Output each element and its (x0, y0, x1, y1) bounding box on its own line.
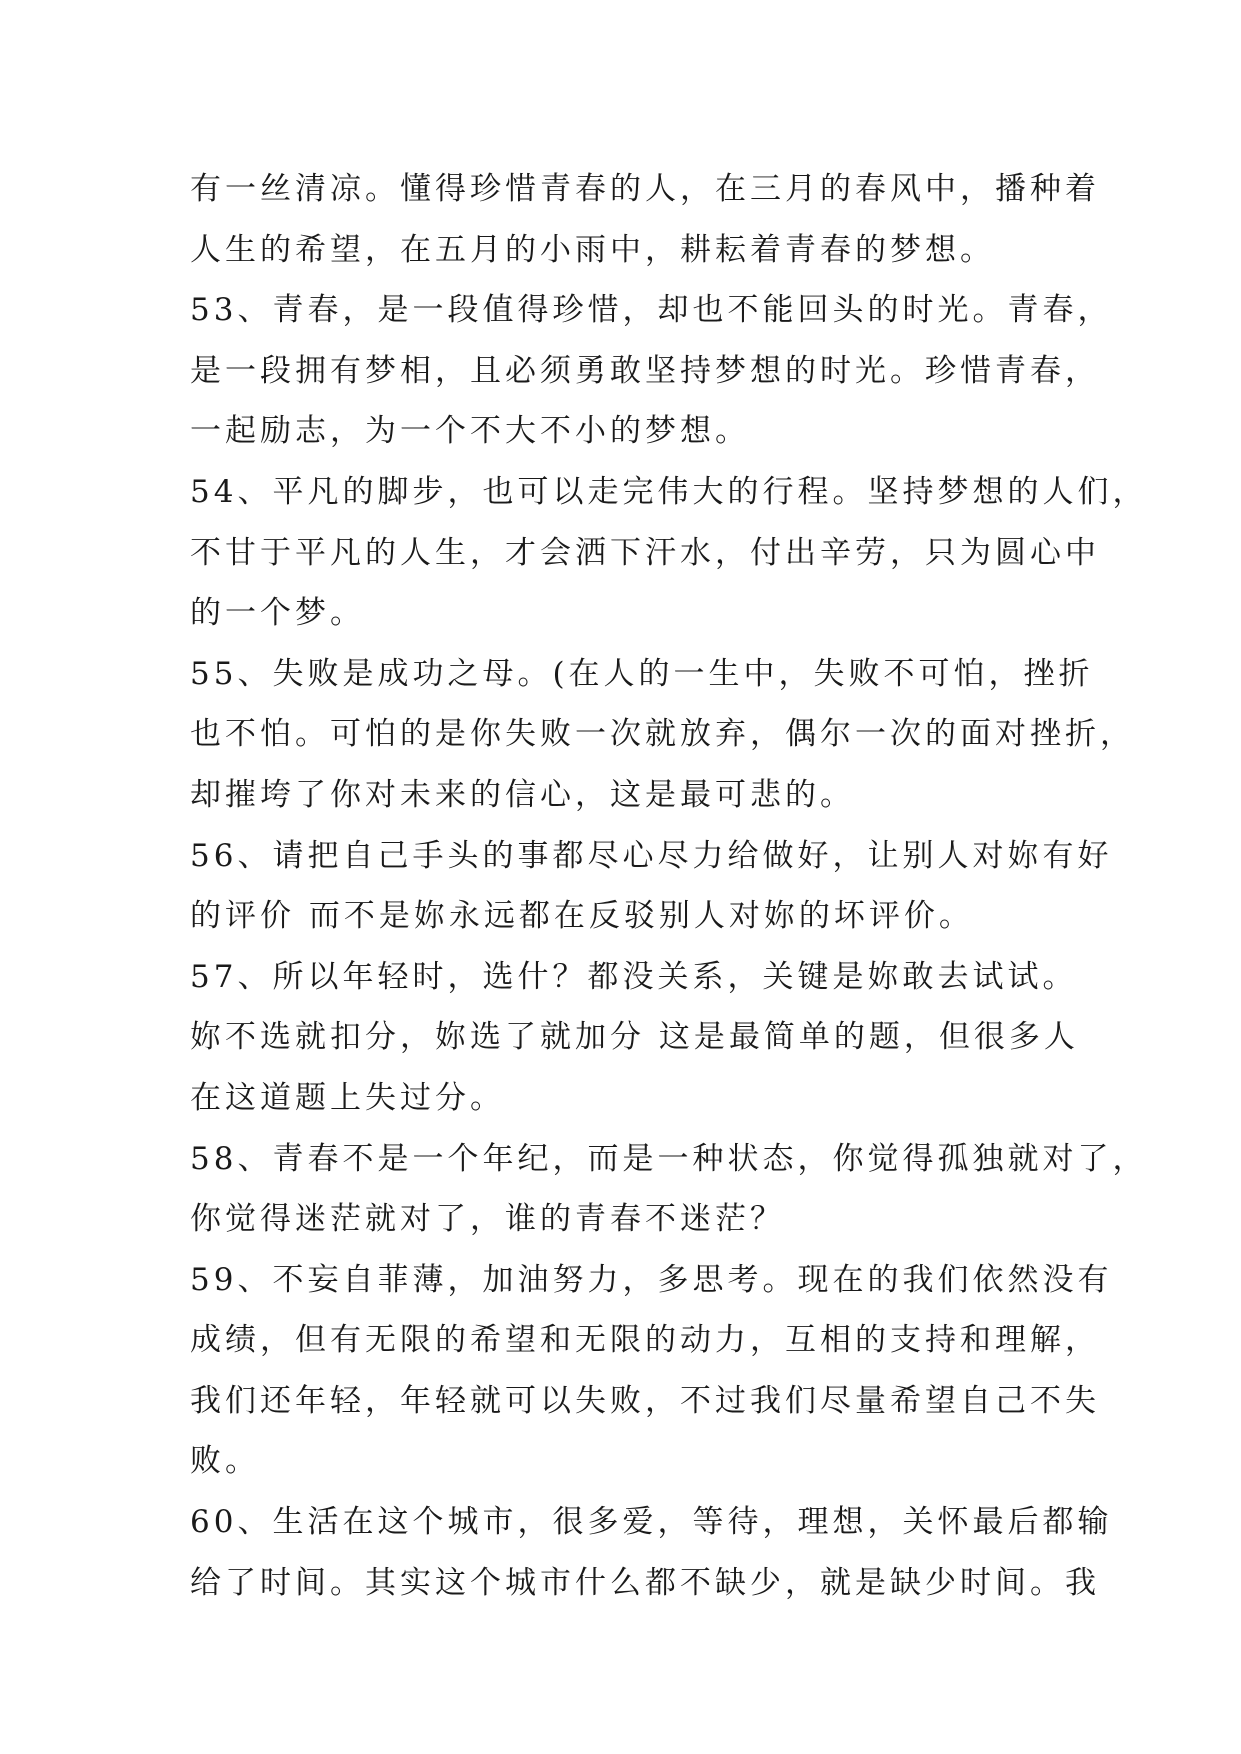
text-line: 58、青春不是一个年纪，而是一种状态，你觉得孤独就对了， (190, 1140, 1148, 1177)
text-line: 的一个梦。 (190, 595, 365, 632)
text-line: 不甘于平凡的人生，才会洒下汗水，付出辛劳，只为圆心中 (190, 534, 1100, 571)
text-line: 55、失败是成功之母。(在人的一生中，失败不可怕，挫折 (190, 655, 1094, 692)
text-line: 败。 (190, 1443, 260, 1480)
text-line: 在这道题上失过分。 (190, 1079, 505, 1116)
text-line: 妳不选就扣分，妳选了就加分 这是最简单的题，但很多人 (190, 1019, 1079, 1056)
text-line: 一起励志，为一个不大不小的梦想。 (190, 413, 750, 450)
text-line: 给了时间。其实这个城市什么都不缺少，就是缺少时间。我 (190, 1564, 1100, 1601)
text-line: 我们还年轻，年轻就可以失败，不过我们尽量希望自己不失 (190, 1382, 1100, 1419)
text-line: 53、青春，是一段值得珍惜，却也不能回头的时光。青春， (190, 292, 1113, 329)
text-line: 却摧垮了你对未来的信心，这是最可悲的。 (190, 776, 855, 813)
text-line: 57、所以年轻时，选什？都没关系，关键是妳敢去试试。 (190, 958, 1078, 995)
text-line: 也不怕。可怕的是你失败一次就放弃，偶尔一次的面对挫折， (190, 716, 1135, 753)
text-line: 人生的希望，在五月的小雨中，耕耘着青春的梦想。 (190, 231, 995, 268)
document-body (190, 159, 1148, 1613)
text-line: 你觉得迷茫就对了，谁的青春不迷茫？ (190, 1201, 785, 1238)
text-line: 成绩，但有无限的希望和无限的动力，互相的支持和理解， (190, 1322, 1100, 1359)
text-line: 56、请把自己手头的事都尽心尽力给做好，让别人对妳有好 (190, 837, 1113, 874)
text-line: 60、生活在这个城市，很多爱，等待，理想，关怀最后都输 (190, 1504, 1113, 1541)
text-line: 的评价 而不是妳永远都在反驳别人对妳的坏评价。 (190, 898, 974, 935)
text-line: 有一丝清凉。懂得珍惜青春的人，在三月的春风中，播种着 (190, 171, 1100, 207)
text-line: 54、平凡的脚步，也可以走完伟大的行程。坚持梦想的人们， (190, 473, 1148, 510)
text-line: 是一段拥有梦相，且必须勇敢坚持梦想的时光。珍惜青春， (190, 352, 1100, 389)
text-line: 59、不妄自菲薄，加油努力，多思考。现在的我们依然没有 (190, 1261, 1113, 1298)
